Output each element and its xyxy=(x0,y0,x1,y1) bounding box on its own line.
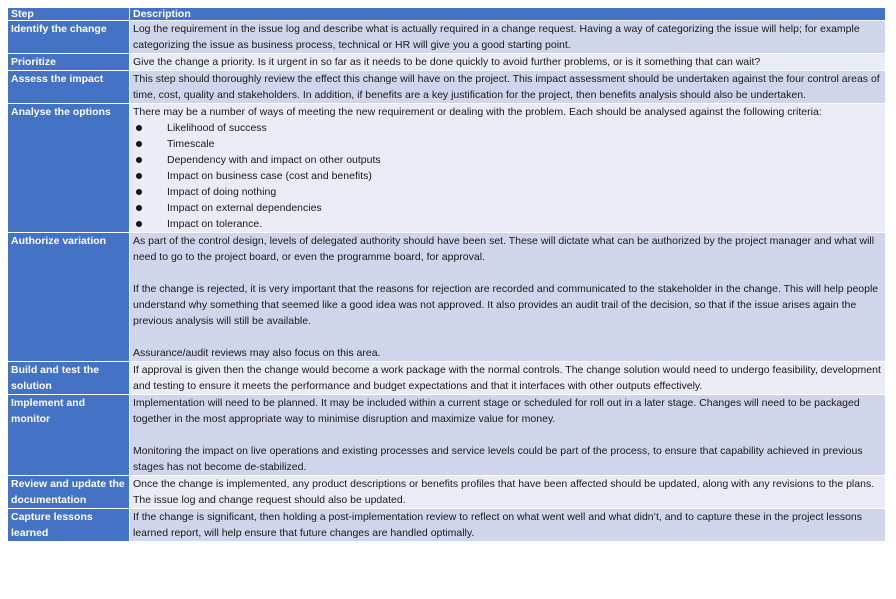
description-paragraph: Give the change a priority. Is it urgent in so far as it needs to be done quickly to avoid further problems, or is it something that can wait? xyxy=(133,56,761,68)
step-cell: Assess the impact xyxy=(8,71,130,104)
header-step: Step xyxy=(8,8,130,21)
bullet-icon xyxy=(136,125,142,131)
step-cell: Capture lessons learned xyxy=(8,509,130,542)
description-paragraph: There may be a number of ways of meeting the new requirement or dealing with the problem. Each should be analysed against the following criteria: xyxy=(133,106,822,118)
list-item-text: Impact on tolerance. xyxy=(167,218,263,230)
step-cell: Review and update the documentation xyxy=(8,476,130,509)
description-paragraph: This step should thoroughly review the effect this change will have on the project. This impact assessment should be undertaken against the four control areas of time, cost, quality and stakeholders. In addition, if benefits are a key justification for the project, then benefits analysis should also be undertaken. xyxy=(133,73,880,101)
list-item xyxy=(133,136,883,152)
list-item-text: Likelihood of success xyxy=(167,122,267,134)
table-row xyxy=(8,71,886,104)
step-cell: Identify the change xyxy=(8,21,130,54)
paragraph-gap xyxy=(133,329,883,345)
table-row xyxy=(8,233,886,362)
header-row xyxy=(8,8,886,21)
description-paragraph: As part of the control design, levels of delegated authority should have been set. These will dictate what can be authorized by the project manager and what will need to go to the project board, or even the programme board, for approval. xyxy=(133,235,875,263)
list-item-text: Impact of doing nothing xyxy=(167,186,277,198)
description-cell xyxy=(130,395,886,476)
description-cell xyxy=(130,476,886,509)
list-item-text: Impact on business case (cost and benefits) xyxy=(167,170,372,182)
bullet-icon xyxy=(136,141,142,147)
table-body xyxy=(8,21,886,542)
change-control-table xyxy=(7,7,886,542)
paragraph-gap xyxy=(133,265,883,281)
list-item xyxy=(133,200,883,216)
step-cell: Prioritize xyxy=(8,54,130,71)
list-item xyxy=(133,216,883,232)
header-description: Description xyxy=(130,8,886,21)
description-paragraph: If approval is given then the change would become a work package with the normal controls. The change solution would need to undergo feasibility, development and testing to ensure it meets the performance and budget expectations and that it interfaces with other outputs effectively. xyxy=(133,364,881,392)
description-cell xyxy=(130,21,886,54)
table-row xyxy=(8,54,886,71)
list-item-text: Timescale xyxy=(167,138,215,150)
description-cell xyxy=(130,71,886,104)
step-cell: Analyse the options xyxy=(8,104,130,233)
criteria-list xyxy=(133,120,883,232)
bullet-icon xyxy=(136,157,142,163)
table-row xyxy=(8,509,886,542)
list-item xyxy=(133,120,883,136)
description-cell xyxy=(130,362,886,395)
description-paragraph: Once the change is implemented, any product descriptions or benefits profiles that have been affected should be updated, along with any revisions to the plans. The issue log and change request should also be updated. xyxy=(133,478,875,506)
step-cell: Build and test the solution xyxy=(8,362,130,395)
table-row xyxy=(8,362,886,395)
list-item xyxy=(133,184,883,200)
step-cell: Authorize variation xyxy=(8,233,130,362)
description-paragraph: Monitoring the impact on live operations and existing processes and service levels could be part of the process, to ensure that capability achieved in previous stages has not become de-stabilized. xyxy=(133,445,863,473)
description-cell xyxy=(130,104,886,233)
list-item xyxy=(133,152,883,168)
table-row xyxy=(8,104,886,233)
list-item-text: Dependency with and impact on other outputs xyxy=(167,154,381,166)
description-paragraph: Implementation will need to be planned. It may be included within a current stage or scheduled for roll out in a later stage. Changes will need to be packaged together in the most appropriate way to minimise disruption and maximize value for money. xyxy=(133,397,860,425)
table-row xyxy=(8,395,886,476)
table-row xyxy=(8,21,886,54)
description-paragraph: Log the requirement in the issue log and describe what is actually required in a change request. Having a way of categorizing the issue will help; for example categorizing the issue as business process, technical or HR will give you a good starting point. xyxy=(133,23,860,51)
description-paragraph: If the change is rejected, it is very important that the reasons for rejection are recorded and communicated to the stakeholder in the change. This will help people understand why something that seemed like a good idea was not approved. It also provides an audit trail of the decision, so that if the issue arises again the previous analysis will still be available. xyxy=(133,283,879,327)
description-cell xyxy=(130,233,886,362)
bullet-icon xyxy=(136,221,142,227)
bullet-icon xyxy=(136,205,142,211)
step-cell: Implement and monitor xyxy=(8,395,130,476)
bullet-icon xyxy=(136,173,142,179)
table-row xyxy=(8,476,886,509)
description-cell xyxy=(130,509,886,542)
list-item xyxy=(133,168,883,184)
paragraph-gap xyxy=(133,427,883,443)
description-paragraph: If the change is significant, then holding a post-implementation review to reflect on what went well and what didn’t, and to capture these in the project lessons learned report, will help ensure that future changes are handled optimally. xyxy=(133,511,863,539)
description-paragraph: Assurance/audit reviews may also focus on this area. xyxy=(133,347,381,359)
bullet-icon xyxy=(136,189,142,195)
list-item-text: Impact on external dependencies xyxy=(167,202,322,214)
description-cell xyxy=(130,54,886,71)
